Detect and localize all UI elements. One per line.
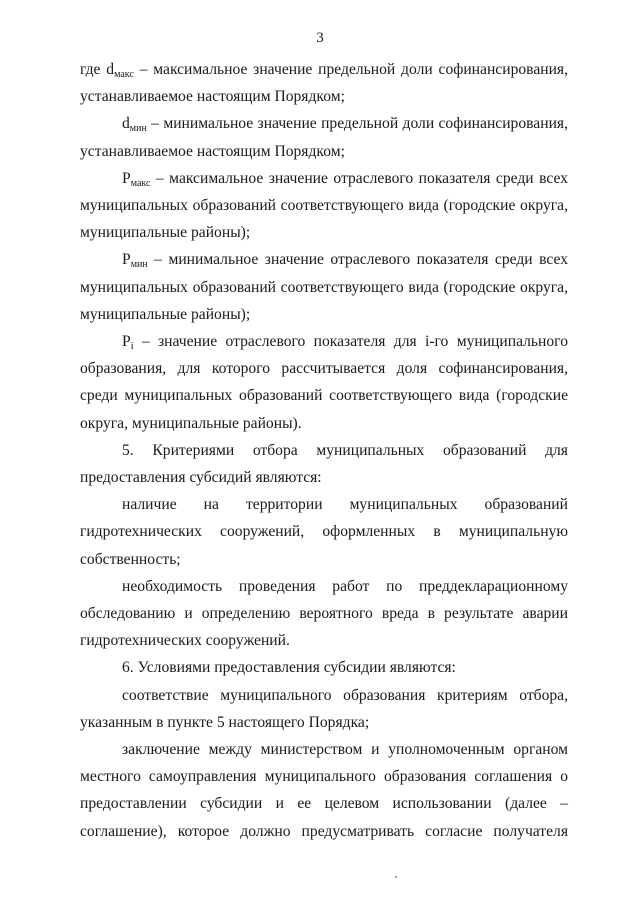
paragraph-text: P: [122, 333, 131, 351]
scan-speck: [395, 876, 397, 878]
paragraph-condition-2: [80, 736, 568, 845]
subscript: мин: [130, 259, 148, 271]
paragraph-text: P: [122, 251, 131, 269]
paragraph-d-max: [80, 56, 568, 110]
paragraph-item-6: [80, 654, 568, 681]
paragraph-text: наличие на территории муниципальных образований гидротехнических сооружений, оформленных в муниципальную собственность;: [80, 496, 568, 568]
page-number: 3: [316, 30, 324, 46]
paragraph-item-5: [80, 437, 568, 491]
paragraph-p-min: [80, 246, 568, 328]
paragraph-text: заключение между министерством и уполномоченным органом местного самоуправления муниципального образования соглашения о предоставлении субсидии и ее целевом использовании (далее – соглашение), которое должно предусматривать согласие получателя: [80, 741, 568, 840]
paragraph-text: – минимальное значение отраслевого показателя среди всех муниципальных образований соответствующего вида (городские округа, муниципальные районы);: [80, 251, 568, 323]
subscript: макс: [130, 177, 151, 189]
paragraph-p-i: [80, 328, 568, 437]
subscript: i: [130, 341, 134, 353]
paragraph-text: – максимальное значение отраслевого показателя среди всех муниципальных образований соответствующего вида (городские округа, муниципальные районы);: [80, 169, 568, 242]
paragraph-text: 5. Критериями отбора муниципальных образований для предоставления субсидий являются:: [80, 441, 568, 487]
paragraph-text: соответствие муниципального образования критериям отбора, указанным в пункте 5 настоящего Порядка;: [80, 686, 568, 731]
paragraph-text: где d: [80, 61, 115, 78]
paragraph-p-max: [80, 165, 568, 247]
paragraph-text: P: [122, 169, 131, 187]
paragraph-text: 6. Условиями предоставления субсидии являются:: [122, 659, 456, 677]
paragraph-text: – минимальное значение предельной доли софинансирования, устанавливаемое настоящим Порядком;: [80, 115, 568, 160]
paragraph-criterion-2: [80, 573, 568, 655]
paragraph-d-min: [80, 110, 568, 164]
subscript: макс: [114, 69, 134, 80]
paragraph-text: необходимость проведения работ по преддекларационному обследованию и определению вероятного вреда в результате аварии гидротехнических сооружений.: [80, 577, 568, 650]
paragraph-criterion-1: [80, 491, 568, 573]
paragraph-condition-1: [80, 682, 568, 736]
document-body: [80, 56, 568, 845]
paragraph-text: – максимальное значение предельной доли софинансирования, устанавливаемое настоящим Порядком;: [80, 61, 568, 106]
paragraph-text: d: [122, 115, 130, 133]
subscript: мин: [129, 123, 147, 135]
paragraph-text: – значение отраслевого показателя для i-го муниципального образования, для которого рассчитывается доля софинансирования, среди муниципальных образований соответствующего вида (городские округа, муниципальные районы).: [80, 333, 568, 432]
